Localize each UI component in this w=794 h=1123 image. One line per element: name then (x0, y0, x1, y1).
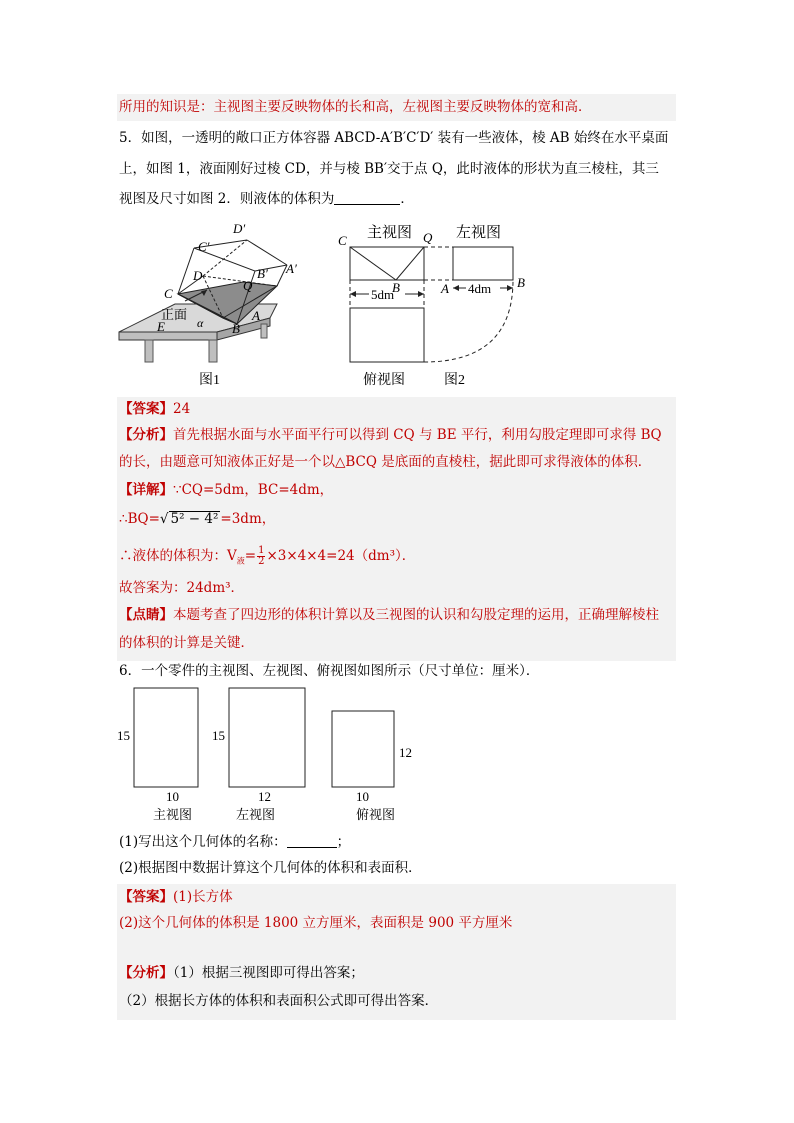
label-B: B (232, 321, 240, 336)
q5-analysis1 (119, 424, 662, 446)
fraction-one-half (257, 546, 265, 567)
left-height-label: 15 (212, 728, 225, 743)
q5-figure1 (115, 218, 297, 393)
q6-analysis1 (119, 962, 364, 984)
q6-analysis2: （2）根据长方体的体积和表面积公式即可得出答案． (119, 993, 439, 1009)
top-view-rect (332, 711, 394, 787)
detail3-eq: = (244, 548, 257, 564)
label-Cp: C′ (198, 239, 210, 254)
frac-num: 1 (258, 545, 265, 556)
analysis-text1: 首先根据水面与水平面平行可以得到 CQ 与 BE 平行，利用勾股定理即可求得 BQ (173, 427, 662, 443)
intro-line: 所用的知识是：主视图主要反映物体的长和高，左视图主要反映物体的宽和高． (119, 99, 592, 115)
frac-den: 2 (258, 556, 265, 567)
answer1-text: (1)长方体 (173, 889, 233, 905)
q5-line3-pre: 视图及尺寸如图 2．则液体的体积为 (119, 191, 335, 207)
detail2-radicand: 5² − 4² (170, 511, 219, 527)
dim-arrow (350, 291, 356, 297)
front-height-label: 15 (117, 728, 130, 743)
table-front (119, 332, 217, 340)
label-A: A (441, 281, 449, 296)
label-C: C (338, 233, 347, 248)
q5-line3 (119, 188, 414, 210)
detail3-pre: ∴液体的体积为：V (119, 548, 237, 564)
q5-line2: 上，如图 1，液面刚好过棱 CD，并与棱 BB′交于点 Q，此时液体的形状为直三棱柱，其三 (119, 161, 659, 177)
q6-three-views (115, 684, 425, 824)
front-view-rect (350, 247, 424, 280)
label-E: E (157, 319, 165, 334)
q6-sub1 (119, 831, 350, 853)
q6-sub2: (2)根据图中数据计算这个几何体的体积和表面积． (119, 860, 422, 876)
q6-title: 6．一个零件的主视图、左视图、俯视图如图所示（尺寸单位：厘米）． (119, 663, 540, 679)
left-view-rect (453, 247, 513, 280)
table-leg (209, 340, 217, 362)
q6-answer2: (2)这个几何体的体积是 1800 立方厘米，表面积是 900 平方厘米 (119, 915, 513, 931)
table-leg (261, 324, 267, 338)
q5-detail1 (119, 479, 333, 501)
label-Q: Q (243, 278, 253, 293)
label-D: D (193, 268, 203, 283)
top-width-label: 10 (356, 789, 369, 804)
label-B: B (392, 280, 400, 295)
analysis1-text: （1）根据三视图即可得出答案； (173, 965, 364, 981)
q6-answer1 (119, 886, 233, 908)
figure2-caption: 图2 (444, 373, 465, 388)
q5-answer-blank[interactable] (334, 190, 400, 205)
q5-comment2: 的体积的计算是关键． (119, 635, 254, 651)
detail3-post: ×3×4×4=24（dm³）． (266, 548, 416, 564)
answer-value: 24 (173, 401, 191, 417)
q5-answer (119, 398, 190, 420)
q5-line1: 5．如图，一透明的敞口正方体容器 ABCD-A′B′C′D′ 装有一些液体，棱 AB 始终在水平桌面 (119, 130, 669, 146)
figure1-caption: 图1 (199, 373, 220, 388)
left-view-rect (229, 688, 305, 787)
sub1-post: ； (336, 834, 351, 850)
dim-arrow (453, 285, 459, 291)
top-height-label: 12 (399, 745, 412, 760)
q5-comment1 (119, 604, 659, 626)
front-view-name: 主视图 (153, 807, 193, 822)
q5-figure2 (335, 218, 535, 393)
front-view-rect (134, 688, 198, 787)
top-view-title: 俯视图 (363, 373, 405, 388)
q5-conclusion: 故答案为：24dm³． (119, 580, 245, 596)
left-view-title: 左视图 (456, 225, 502, 241)
dim-arrow (507, 285, 513, 291)
comment-text1: 本题考查了四边形的体积计算以及三视图的认识和勾股定理的运用，正确理解棱柱 (173, 607, 659, 623)
front-view-title: 主视图 (367, 225, 413, 241)
label-zhengmian: 正面 (161, 307, 188, 322)
label-Q: Q (423, 230, 433, 245)
q5-detail2: ∴BQ=√ 5² − 4² =3dm， (119, 511, 276, 527)
dim-front-5dm: 5dm (371, 287, 395, 302)
q5-line3-post: ． (400, 191, 414, 207)
comment-tag: 【点睛】 (119, 607, 173, 623)
label-A: A (252, 308, 260, 323)
detail-text1: ∵CQ=5dm，BC=4dm， (173, 482, 334, 498)
q6-answer-blank[interactable] (287, 833, 337, 848)
answer-tag: 【答案】 (119, 889, 173, 905)
dim-arrow (418, 291, 424, 297)
label-Ap: A′ (286, 261, 297, 276)
detail-tag: 【详解】 (119, 482, 173, 498)
dim-left-4dm: 4dm (468, 281, 492, 296)
left-width-label: 12 (258, 789, 271, 804)
front-width-label: 10 (166, 789, 179, 804)
q5-analysis2: 的长，由题意可知液体正好是一个以△BCQ 是底面的直棱柱，据此即可求得液体的体积． (119, 454, 652, 470)
label-alpha: α (197, 316, 204, 330)
q5-detail3 (119, 543, 415, 575)
label-B2: B (517, 275, 525, 290)
label-C: C (164, 286, 173, 301)
label-Dp: D′ (233, 221, 246, 236)
answer-tag: 【答案】 (119, 401, 173, 417)
analysis-tag: 【分析】 (119, 427, 173, 443)
label-Bp: B′ (257, 266, 268, 281)
sub1-pre: (1)写出这个几何体的名称： (119, 834, 287, 850)
top-view-name: 俯视图 (356, 807, 396, 822)
detail2-post: =3dm， (220, 511, 276, 527)
analysis-tag: 【分析】 (119, 965, 173, 981)
table-leg (145, 340, 153, 362)
detail2-pre: ∴BQ= (119, 511, 160, 527)
top-view-rect (350, 308, 424, 362)
detail3-sub: 液 (236, 556, 245, 566)
left-view-name: 左视图 (236, 807, 276, 822)
